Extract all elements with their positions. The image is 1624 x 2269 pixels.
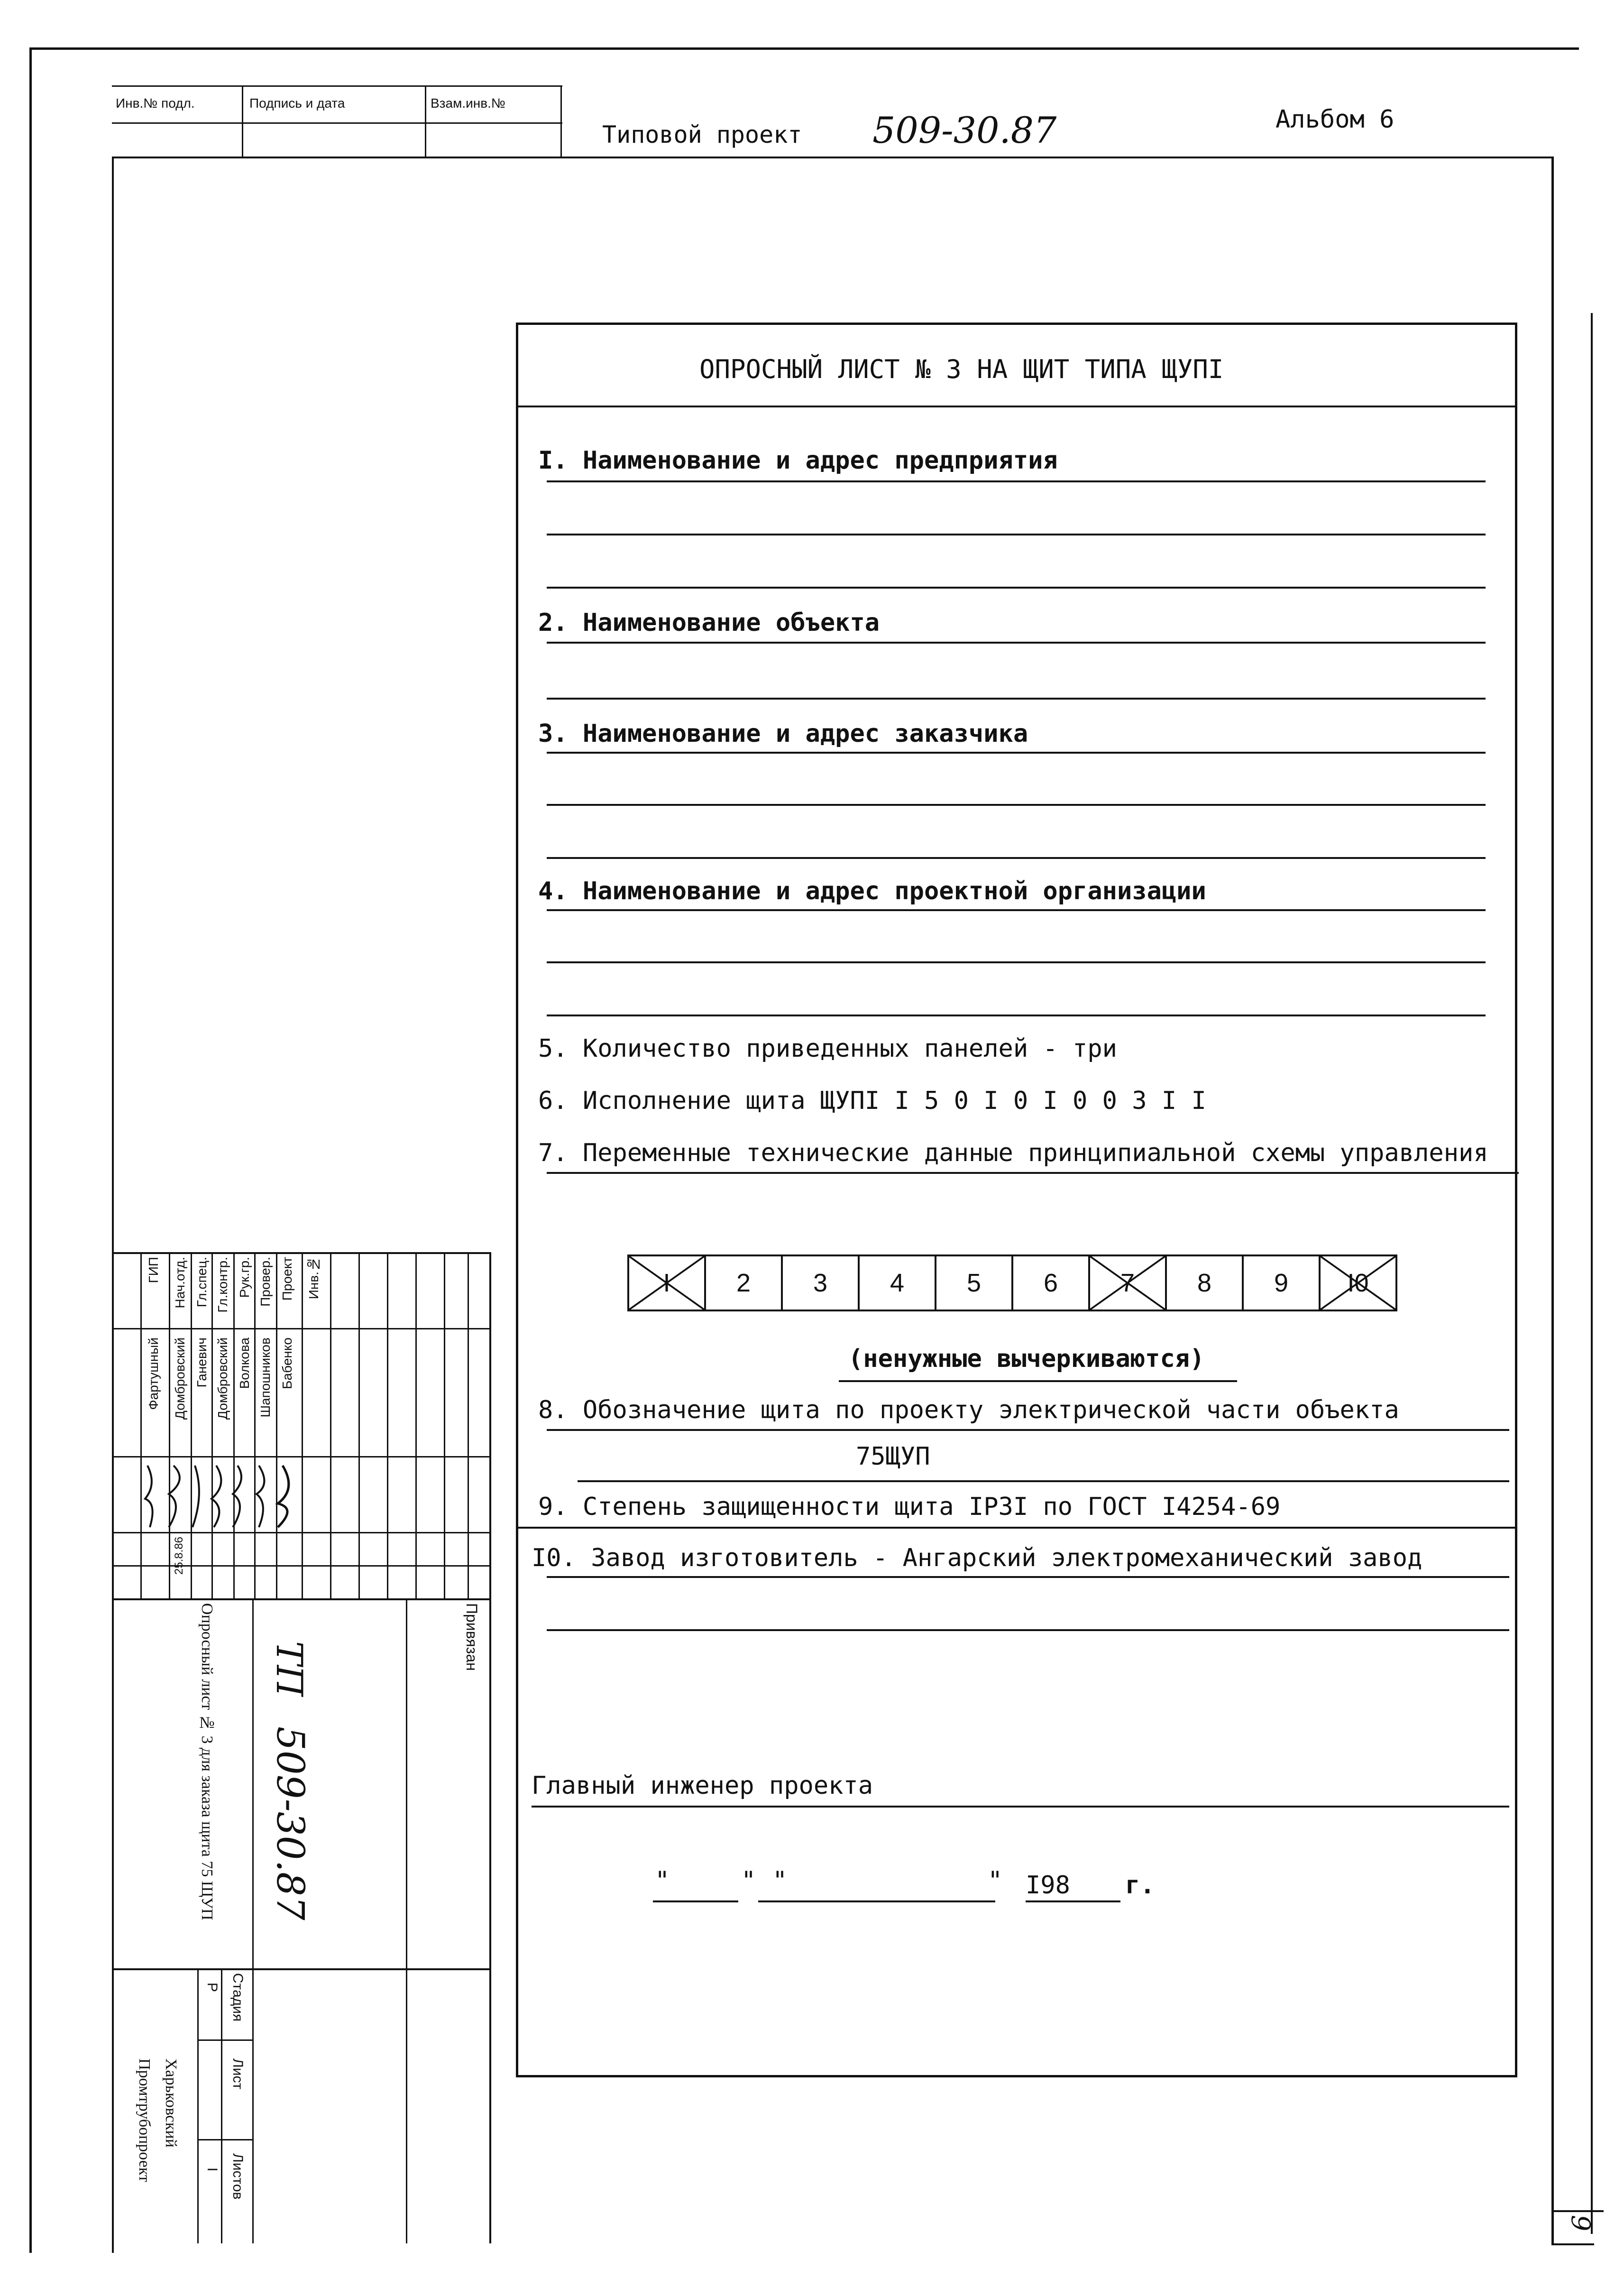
scheme-box-6[interactable]: 6 bbox=[1011, 1254, 1090, 1311]
item-4: 4. Наименование и адрес проектной организации bbox=[538, 877, 1206, 905]
scheme-box-8[interactable]: 8 bbox=[1165, 1254, 1244, 1311]
scheme-box-4[interactable]: 4 bbox=[858, 1254, 936, 1311]
answer-line[interactable] bbox=[547, 642, 1486, 644]
name-ruk-gr: Волкова bbox=[237, 1337, 252, 1389]
item-9-underline bbox=[518, 1527, 1516, 1529]
item-2: 2. Наименование объекта bbox=[538, 609, 880, 637]
name-gl-kontr: Домбровский bbox=[215, 1337, 230, 1420]
chief-engineer-label: Главный инженер проекта bbox=[532, 1771, 873, 1800]
item-3: 3. Наименование и адрес заказчика bbox=[538, 719, 1028, 748]
sheet-label: Лист bbox=[230, 2058, 246, 2090]
scheme-box-1[interactable]: I bbox=[627, 1254, 706, 1311]
answer-line[interactable] bbox=[578, 1480, 1509, 1482]
sheets-value: I bbox=[204, 2168, 220, 2172]
role-prover: Провер. bbox=[258, 1257, 273, 1307]
role-proekt: Проект bbox=[280, 1257, 294, 1301]
answer-line[interactable] bbox=[547, 804, 1486, 806]
answer-line[interactable] bbox=[547, 1015, 1486, 1016]
scheme-box-2[interactable]: 2 bbox=[704, 1254, 783, 1311]
answer-line[interactable] bbox=[547, 857, 1486, 859]
tp-label: ТП bbox=[268, 1641, 311, 1697]
page-number: 9 bbox=[1566, 2215, 1596, 2232]
name-proekt: Бабенко bbox=[280, 1337, 294, 1389]
stage-label: Стадия bbox=[230, 1973, 246, 2022]
date-year: I98 bbox=[1026, 1871, 1070, 1900]
role-gl-kontr: Гл.контр. bbox=[215, 1257, 230, 1313]
answer-line[interactable] bbox=[547, 1429, 1509, 1431]
date-month-line[interactable] bbox=[758, 1900, 995, 1902]
typical-project-label: Типовой проект bbox=[602, 121, 802, 148]
item-6: 6. Исполнение щита ЩУПI I 5 0 I 0 I 0 0 3 I I bbox=[538, 1087, 1206, 1115]
header-col-inv: Инв.№ подл. bbox=[116, 96, 195, 111]
boxes-note: (ненужные вычеркиваются) bbox=[848, 1345, 1205, 1373]
date-quote-close: " bbox=[741, 1866, 756, 1895]
scheme-box-5[interactable]: 5 bbox=[935, 1254, 1013, 1311]
name-prover: Шапошников bbox=[258, 1337, 273, 1418]
item-10: I0. Завод изготовитель - Ангарский электромеханический завод bbox=[532, 1544, 1422, 1572]
name-gl-spec: Ганевич bbox=[194, 1337, 209, 1388]
frame-inner-top bbox=[112, 157, 1553, 158]
name-nach-otd: Домбровский bbox=[173, 1337, 187, 1420]
answer-line[interactable] bbox=[547, 534, 1486, 535]
header-col-replace: Взам.инв.№ bbox=[431, 96, 505, 111]
frame-right-outer bbox=[1591, 313, 1593, 2234]
page-number-box bbox=[1551, 2210, 1604, 2244]
role-nach-otd: Нач.отд. bbox=[173, 1257, 187, 1309]
title-block bbox=[112, 1252, 491, 2243]
tp-number: 509-30.87 bbox=[268, 1726, 312, 1920]
item-7: 7. Переменные технические данные принципиальной схемы управления bbox=[538, 1139, 1488, 1167]
item-7-underline bbox=[547, 1172, 1519, 1174]
name-gip: Фартушный bbox=[146, 1337, 161, 1410]
item-5: 5. Количество приведенных панелей - три bbox=[538, 1034, 1117, 1063]
inv-label: Инв.№ bbox=[306, 1257, 321, 1300]
organization-name: Харьковский Промтрубопроект bbox=[136, 2058, 180, 2182]
answer-line[interactable] bbox=[547, 909, 1486, 911]
form-title: ОПРОСНЫЙ ЛИСТ № 3 НА ЩИТ ТИПА ЩУПI bbox=[699, 354, 1224, 384]
answer-line[interactable] bbox=[547, 587, 1486, 589]
scheme-box-10[interactable]: I0 bbox=[1319, 1254, 1397, 1311]
answer-line[interactable] bbox=[547, 480, 1486, 482]
scheme-boxes bbox=[627, 1254, 1419, 1311]
date-year-line[interactable] bbox=[1026, 1900, 1120, 1902]
role-gl-spec: Гл.спец. bbox=[194, 1257, 209, 1308]
album-label: Альбом 6 bbox=[1275, 105, 1395, 134]
answer-line[interactable] bbox=[547, 752, 1486, 754]
scheme-box-7[interactable]: 7 bbox=[1088, 1254, 1167, 1311]
scheme-box-3[interactable]: 3 bbox=[781, 1254, 860, 1311]
date-day-line[interactable] bbox=[653, 1900, 738, 1902]
answer-line[interactable] bbox=[547, 698, 1486, 700]
questionnaire-form bbox=[516, 323, 1517, 2077]
frame-top bbox=[29, 47, 1579, 50]
role-gip: ГИП bbox=[146, 1257, 161, 1283]
sign-date: 25.8.86 bbox=[173, 1537, 185, 1575]
answer-line[interactable] bbox=[547, 961, 1486, 963]
privyazan-label: Привязан bbox=[463, 1603, 480, 1671]
header-col-sign: Подпись и дата bbox=[249, 96, 345, 111]
scheme-box-9[interactable]: 9 bbox=[1242, 1254, 1321, 1311]
project-number: 509-30.87 bbox=[872, 109, 1057, 151]
date-year-suffix: г. bbox=[1125, 1871, 1155, 1900]
answer-line[interactable] bbox=[547, 1629, 1509, 1631]
frame-left-outer bbox=[29, 47, 32, 2253]
answer-line[interactable] bbox=[547, 1576, 1509, 1578]
chief-engineer-signature-line[interactable] bbox=[532, 1806, 1509, 1808]
frame-inner-right bbox=[1551, 157, 1554, 2243]
item-8-value: 75ЩУП bbox=[856, 1442, 930, 1471]
signatures bbox=[140, 1461, 302, 1532]
header-stamp bbox=[112, 85, 562, 157]
item-8: 8. Обозначение щита по проекту электрической части объекта bbox=[538, 1396, 1399, 1424]
sheet-title: Опросный лист № 3 для заказа щита 75 ЩУП bbox=[198, 1603, 216, 1920]
role-ruk-gr: Рук.гр. bbox=[237, 1257, 252, 1298]
stage-value: Р bbox=[204, 1983, 220, 1992]
sheets-label: Листов bbox=[230, 2153, 246, 2200]
item-1: I. Наименование и адрес предприятия bbox=[538, 446, 1058, 475]
item-9: 9. Степень защищенности щита IP3I по ГОСТ I4254-69 bbox=[538, 1493, 1281, 1521]
date-quote-open: " bbox=[655, 1866, 670, 1895]
date-quote-open-2: " bbox=[772, 1866, 788, 1895]
date-quote-close-2: " bbox=[988, 1866, 1003, 1895]
